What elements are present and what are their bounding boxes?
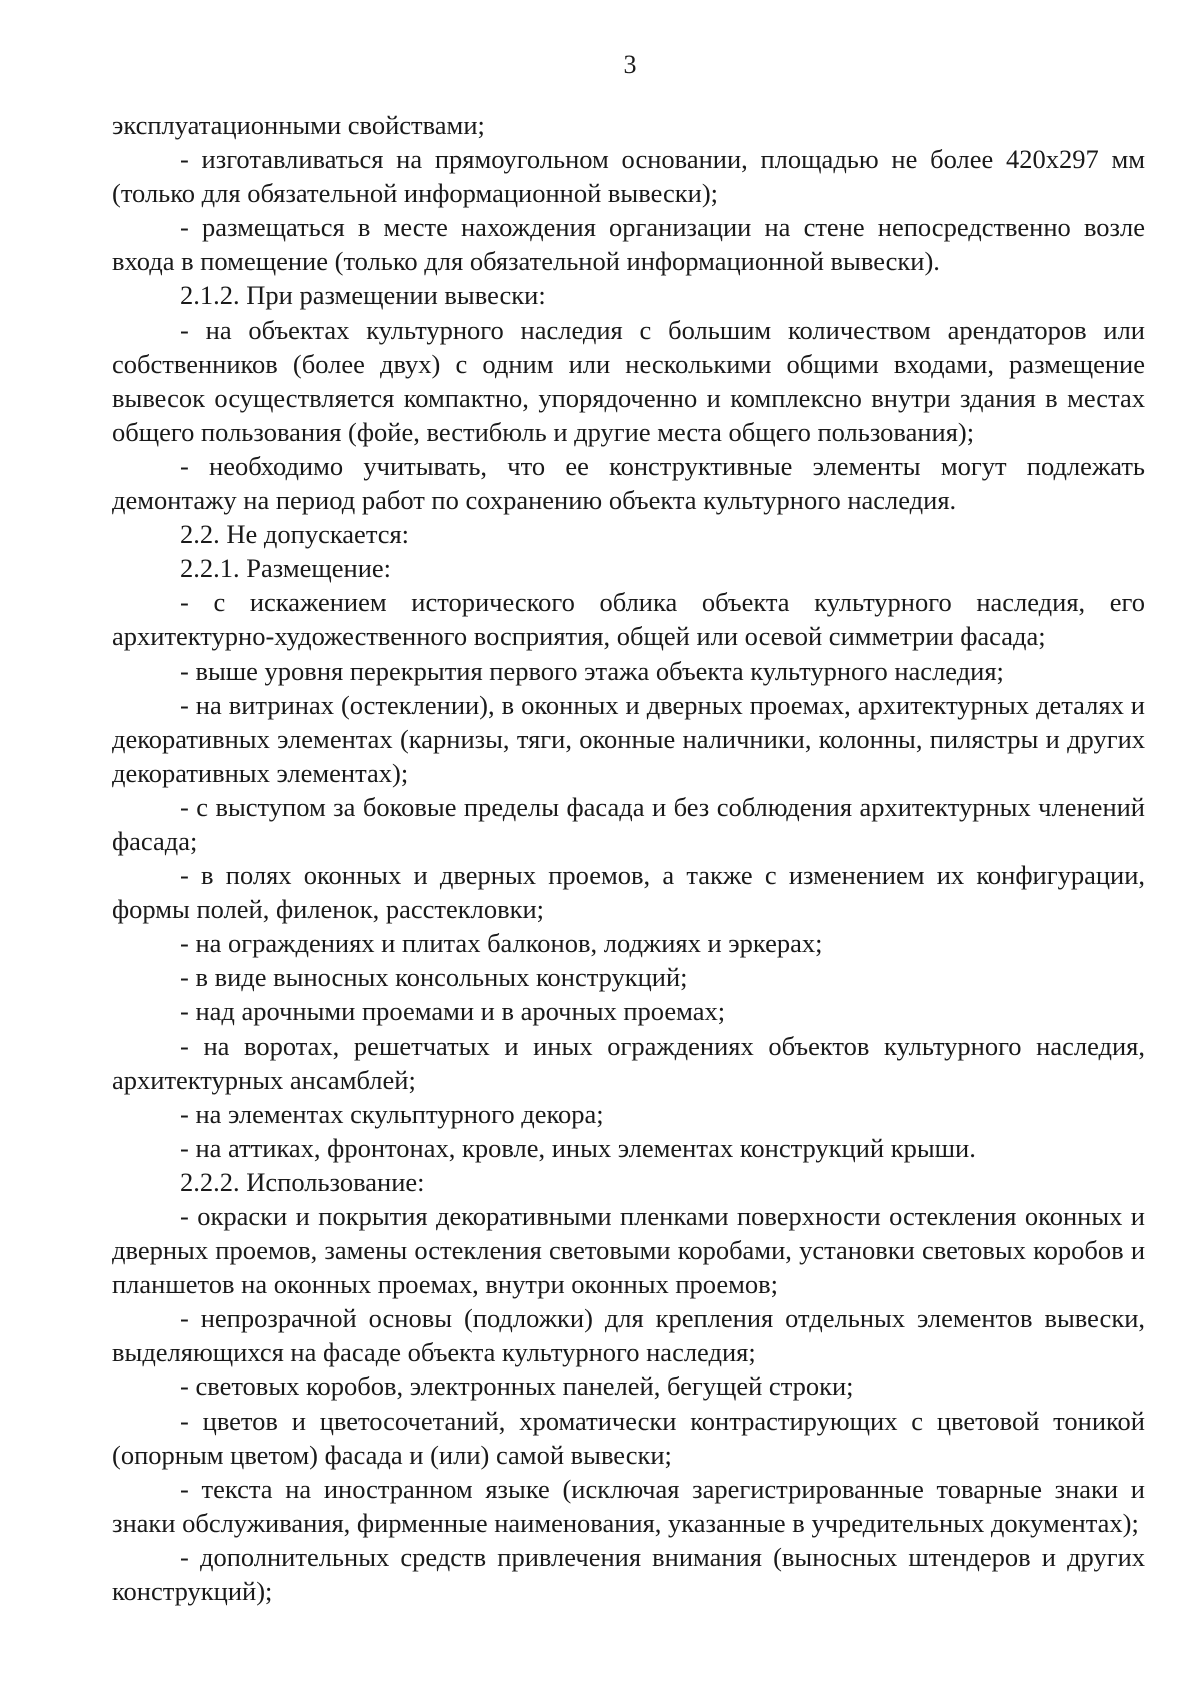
paragraph: - непрозрачной основы (подложки) для крепления отдельных элементов вывески, выделяющихся на фасаде объекта культурного наследия; — [112, 1303, 1145, 1368]
paragraph: - с искажением исторического облика объекта культурного наследия, его архитектурно-художественного восприятия, общей или осевой симметрии фасада; — [112, 587, 1145, 652]
paragraph: - размещаться в месте нахождения организации на стене непосредственно возле входа в помещение (только для обязательной информационной вывески). — [112, 212, 1145, 277]
document-body — [112, 108, 1145, 1608]
paragraph: - окраски и покрытия декоративными пленками поверхности остекления оконных и дверных проемов, замены остекления световыми коробами, установки световых коробов и планшетов на оконных проемах, внутри оконных проемов; — [112, 1201, 1145, 1300]
paragraph: - цветов и цветосочетаний, хроматически контрастирующих с цветовой тоникой (опорным цветом) фасада и (или) самой вывески; — [112, 1405, 1145, 1470]
paragraph: - с выступом за боковые пределы фасада и без соблюдения архитектурных членений фасада; — [112, 791, 1145, 856]
paragraph: - на аттиках, фронтонах, кровле, иных элементах конструкций крыши. — [180, 1132, 976, 1163]
paragraph: - над арочными проемами и в арочных проемах; — [180, 996, 726, 1027]
paragraph: - дополнительных средств привлечения внимания (выносных штендеров и других конструкций); — [112, 1541, 1145, 1607]
page-number: 3 — [623, 50, 637, 79]
paragraph: - на элементах скульптурного декора; — [180, 1098, 604, 1129]
paragraph: - на воротах, решетчатых и иных ограждениях объектов культурного наследия, архитектурных ансамблей; — [112, 1030, 1145, 1095]
paragraph: - на объектах культурного наследия с большим количеством арендаторов или собственников (более двух) с одним или несколькими общими входами, размещение вывесок осуществляется компактно, упорядоченно и комплексно внутри здания в местах общего пользования (фойе, вестибюль и другие места общего пользования); — [112, 314, 1145, 447]
paragraph: - необходимо учитывать, что ее конструктивные элементы могут подлежать демонтажу на период работ по сохранению объекта культурного наследия. — [112, 450, 1145, 516]
paragraph: - на витринах (остеклении), в оконных и дверных проемах, архитектурных деталях и декоративных элементах (карнизы, тяги, оконные наличники, колонны, пилястры и других декоративных элементах); — [112, 689, 1145, 788]
paragraph: - световых коробов, электронных панелей, бегущей строки; — [180, 1371, 854, 1402]
paragraph: - текста на иностранном языке (исключая зарегистрированные товарные знаки и знаки обслуживания, фирменные наименования, указанные в учредительных документах); — [112, 1473, 1145, 1538]
paragraph: 2.2. Не допускается: — [180, 519, 410, 550]
paragraph: - в полях оконных и дверных проемов, а также с изменением их конфигурации, формы полей, филенок, расстекловки; — [112, 860, 1145, 925]
paragraph: 2.2.2. Использование: — [180, 1166, 425, 1197]
paragraph: эксплуатационными свойствами; — [112, 110, 485, 140]
paragraph: - в виде выносных консольных конструкций; — [180, 962, 688, 993]
paragraph: 2.2.1. Размещение: — [180, 553, 392, 584]
paragraph: 2.1.2. При размещении вывески: — [180, 280, 546, 311]
paragraph: - на ограждениях и плитах балконов, лоджиях и эркерах; — [180, 928, 823, 959]
paragraph: - изготавливаться на прямоугольном основании, площадью не более 420х297 мм (только для обязательной информационной вывески); — [112, 144, 1145, 209]
paragraph: - выше уровня перекрытия первого этажа объекта культурного наследия; — [180, 655, 1004, 686]
